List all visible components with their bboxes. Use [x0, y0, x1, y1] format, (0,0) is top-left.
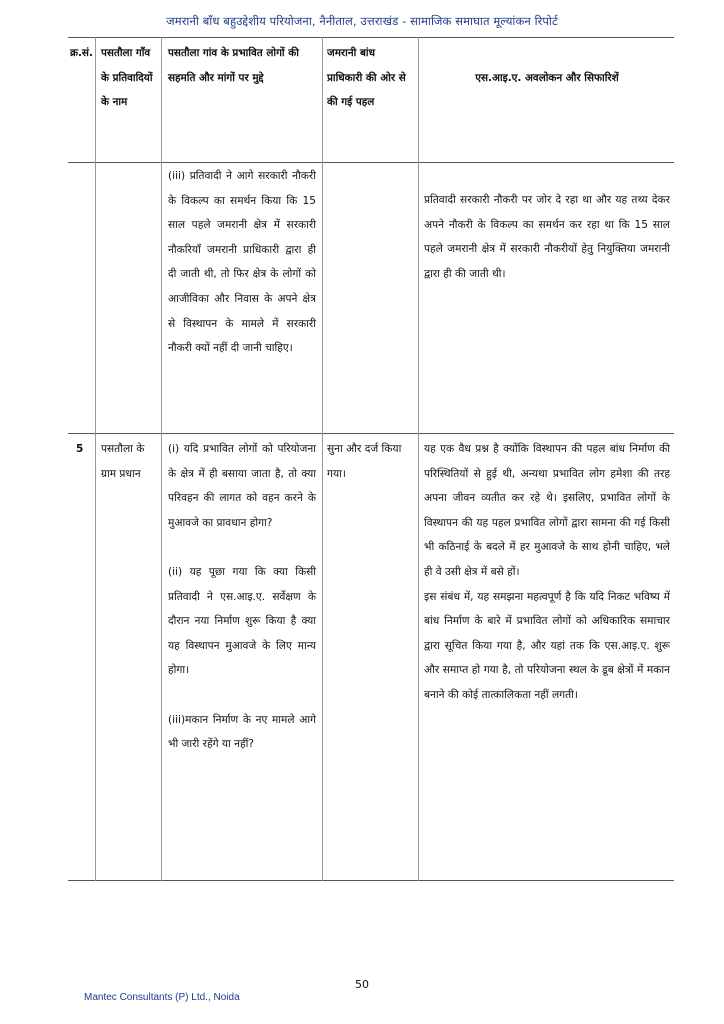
- row5-issue-3: (iii)मकान निर्माण के नए मामले आगे भी जारी रहेंगे या नहीं?: [168, 713, 316, 751]
- row5-village: पसतौला के ग्राम प्रधान: [101, 443, 145, 480]
- sia-observation-continued: प्रतिवादी सरकारी नौकरी पर जोर दे रहा था और यह तथ्य देकर अपने नौकरी के विकल्प का समर्थन कर रहा था कि 15 साल पहले जमरानी क्षेत्र में सरकारी नौकरीयों हेतु नियुक्तिया जमरानी द्वारा ही की जाती थी।: [424, 194, 670, 280]
- table-bottom-rule: [68, 880, 674, 881]
- column-divider-4: [418, 37, 419, 881]
- issue-iii-continued: (iii) प्रतिवादी ने आगे सरकारी नौकरी के विकल्प का समर्थन किया कि 15 साल पहले जमरानी क्षेत्र में सरकारी नौकरियाँ जमरानी प्राधिकारी द्वारा ही दी जाती थी, तो फिर क्षेत्र के लोगों को आजीविका और निवास के अपने क्षेत्र से विस्थापन के मामले में सरकारी नौकरी क्यों नहीं दी जानी चाहिए।: [168, 170, 316, 355]
- row5-initiative: सुना और दर्ज किया गया।: [327, 443, 402, 480]
- header-sia: एस.आइ.ए. अवलोकन और सिफारिशें: [475, 72, 619, 84]
- row5-sia-para-1: यह एक वैध प्रश्न है क्योंकि विस्थापन की पहल बांध निर्माण की परिस्थितियों से हुई थी, अन्यथा प्रभावित लोग हमेशा की तरह अपना जीवन व्यतीत कर रहे थे। इसलिए, प्रभावित लोगों के विस्थापन की यह पहल प्रभावित लोगों द्वारा सामना की गई किसी भी कठिनाई के बदले में हर मुआवजे के साथ होनी चाहिए, भले ही वे उसी क्षेत्र में बसे हों।: [424, 443, 670, 578]
- header-issues: पसतौला गांव के प्रभावित लोगों की सहमति और मांगों पर मुद्दे: [168, 47, 299, 84]
- column-divider-1: [95, 37, 96, 881]
- row5-issue-2: (ii) यह पूछा गया कि क्या किसी प्रतिवादी ने एस.आइ.ए. सर्वेक्षण के दौरान नया निर्माण शुरू किया है क्या यह विस्थापन मुआवजे के लिए मान्य होगा।: [168, 565, 316, 677]
- column-divider-3: [322, 37, 323, 881]
- header-initiative: जमरानी बांध प्राधिकारी की ओर से की गई पहल: [327, 47, 406, 109]
- header-bottom-rule: [68, 162, 674, 163]
- row5-issues: [168, 437, 316, 757]
- page-header: जमरानी बाँध बहुउद्देशीय परियोजना, नैनीताल, उत्तराखंड - सामाजिक समाघात मूल्यांकन रिपोर्ट: [166, 14, 558, 28]
- page-number: 50: [355, 978, 369, 991]
- header-village: पसतौला गाँव के प्रतिवादियों के नाम: [101, 47, 153, 109]
- row5-sia-para-2: इस संबंध में, यह समझना महत्वपूर्ण है कि यदि निकट भविष्य में बांध निर्माण के बारे में प्रभावित लोगों को अधिकारिक समाचार द्वारा सूचित किया गया है, और यहां तक कि एस.आइ.ए. शुरू और समाप्त हो गया है, तो परियोजना स्थल के डूब क्षेत्रों में मकान बनाने की कोई तात्कालिकता नहीं लगती।: [424, 590, 670, 701]
- row5-sno: 5: [76, 443, 84, 455]
- row-divider-rule: [68, 433, 674, 434]
- row5-sia: [424, 437, 670, 708]
- header-sno: क्र.सं.: [70, 47, 93, 59]
- footer-company: Mantec Consultants (P) Ltd., Noida: [84, 992, 240, 1003]
- row5-issue-1: (i) यदि प्रभावित लोगों को परियोजना के क्षेत्र में ही बसाया जाता है, तो क्या परिवहन की लागत को वहन करने के मुआवजे का प्रावधान होगा?: [168, 443, 316, 529]
- table-top-rule: [68, 37, 674, 38]
- column-divider-2: [161, 37, 162, 881]
